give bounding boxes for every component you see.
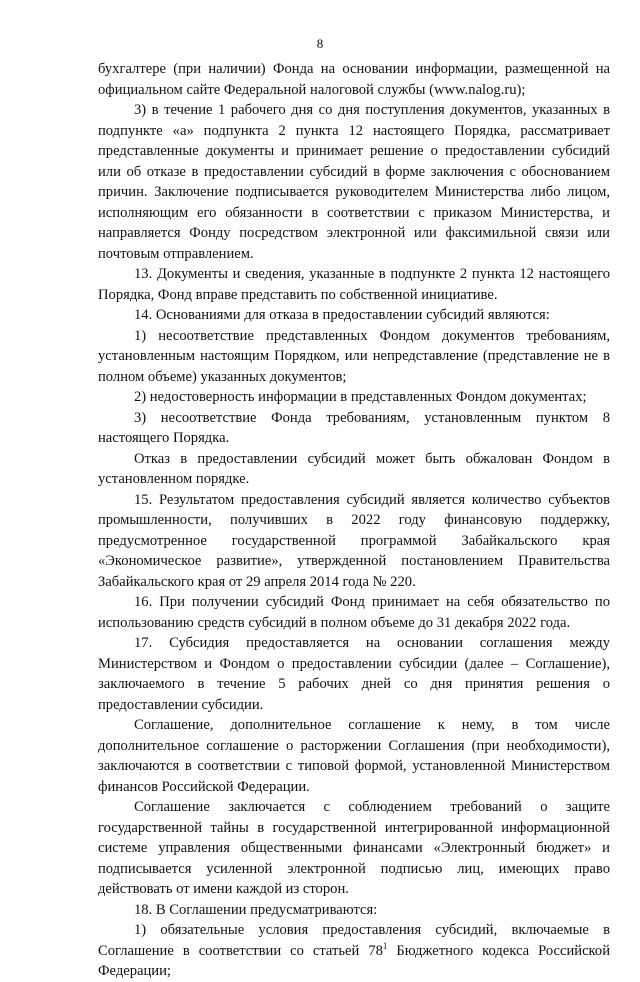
article-superscript: 1 <box>382 940 388 951</box>
paragraph-14-item-3: 3) несоответствие Фонда требованиям, установленным пунктом 8 настоящего Порядка. <box>98 409 610 446</box>
paragraph-18-item-1 <box>98 920 610 982</box>
paragraph-continuation: бухгалтере (при наличии) Фонда на основании информации, размещенной на официальном сайте Федеральной налоговой службы (www.nalog.ru); <box>98 61 610 98</box>
paragraph-state-secret: Соглашение заключается с соблюдением требований о защите государственной тайны в государственной интегрированной информационной системе управления общественными финансами «Электронный бюджет» и подписывается усиленной электронной подписью лиц, имеющих право действовать от имени каждой из сторон. <box>98 799 610 897</box>
paragraph-18-item-1-text: 1) обязательные условия предоставления субсидий, включаемые в Соглашение в соответствии со статьей 78 <box>98 922 610 959</box>
paragraph-14-item-2: 2) недостоверность информации в представленных Фондом документах; <box>134 389 587 405</box>
paragraph-14: 14. Основаниями для отказа в предоставлении субсидий являются: <box>134 307 550 323</box>
paragraph-refusal-appeal: Отказ в предоставлении субсидий может быть обжалован Фондом в установленном порядке. <box>98 450 610 487</box>
paragraph-17: 17. Субсидия предоставляется на основании соглашения между Министерством и Фондом о предоставлении субсидии (далее – Соглашение), заключаемого в течение 5 рабочих дней со дня принятия решения о предоставлении субсидии. <box>98 635 610 713</box>
page-number: 8 <box>316 36 324 51</box>
paragraph-agreement-form: Соглашение, дополнительное соглашение к нему, в том числе дополнительное соглашение о расторжении Соглашения (при необходимости), заключаются в соответствии с типовой формой, установленной Министерством финансов Российской Федерации. <box>98 717 610 795</box>
paragraph-16: 16. При получении субсидий Фонд принимает на себя обязательство по использованию средств субсидий в полном объеме до 31 декабря 2022 года. <box>98 594 610 631</box>
paragraph-15: 15. Результатом предоставления субсидий является количество субъектов промышленности, получивших в 2022 году финансовую поддержку, предусмотренное государственной программой Забайкальского края «Экономическое развитие», утвержденной постановлением Правительства Забайкальского края от 29 апреля 2014 года № 220. <box>98 491 610 590</box>
paragraph-18: 18. В Соглашении предусматриваются: <box>134 901 378 918</box>
paragraph-14-item-1: 1) несоответствие представленных Фондом документов требованиям, установленным настоящим Порядком, или непредставление (представление не в полном объеме) указанных документов; <box>98 327 610 385</box>
document-body <box>98 59 610 982</box>
paragraph-13: 13. Документы и сведения, указанные в подпункте 2 пункта 12 настоящего Порядка, Фонд вправе представить по собственной инициативе. <box>98 266 610 303</box>
paragraph-18-item-1-tail: Бюджетного кодекса Российской Федерации; <box>98 942 611 979</box>
paragraph-item-3: 3) в течение 1 рабочего дня со дня поступления документов, указанных в подпункте «а» подпункта 2 пункта 12 настоящего Порядка, рассматривает представленные документы и принимает решение о предоставлении субсидий или об отказе в предоставлении субсидий в форме заключения с обоснованием причин. Заключение подписывается руководителем Министерства либо лицом, исполняющим его обязанности в соответствии с приказом Министерства, и направляется Фонду посредством электронной или факсимильной связи или почтовым отправлением. <box>98 102 610 262</box>
